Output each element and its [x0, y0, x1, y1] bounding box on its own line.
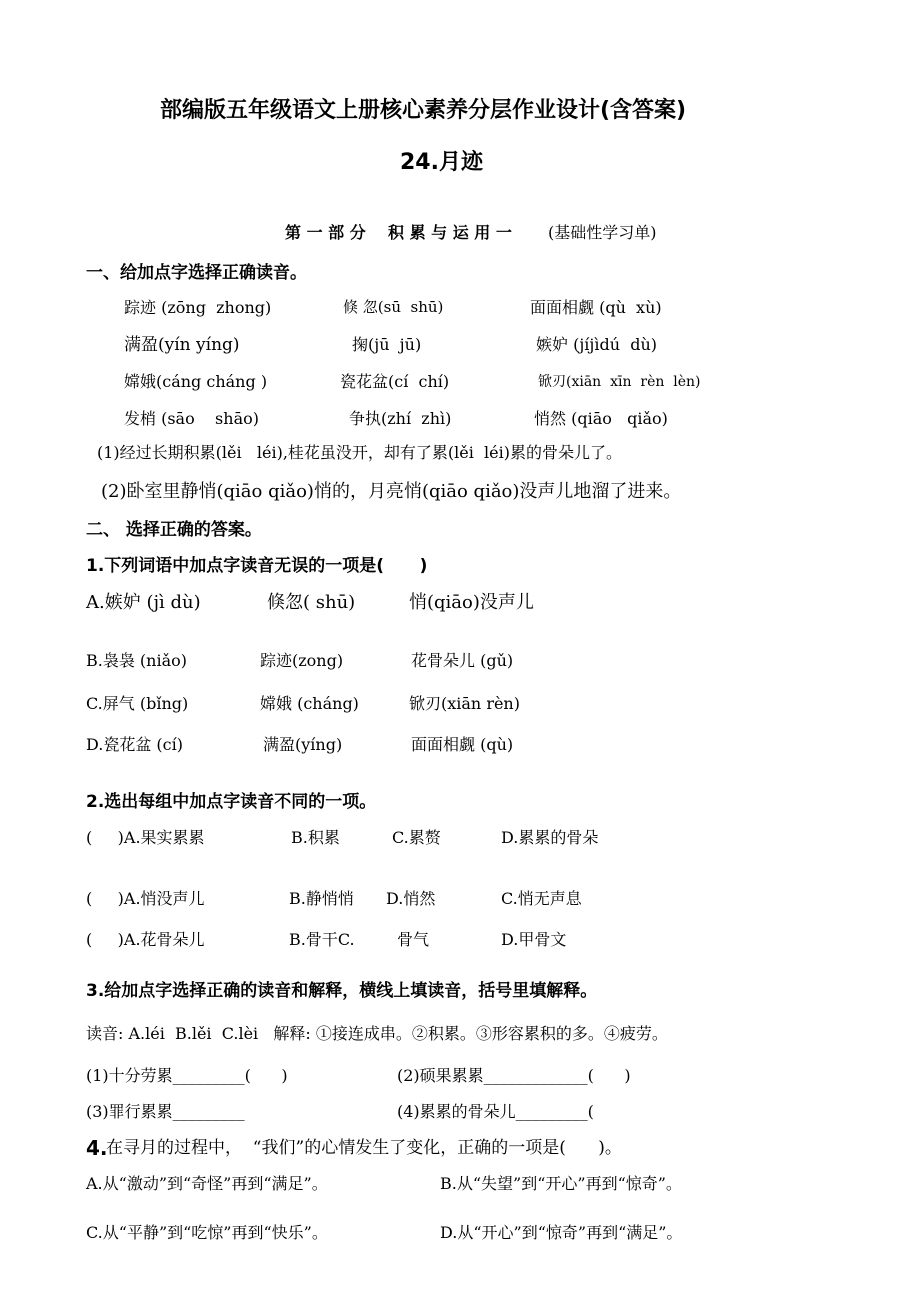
- q2-3-item: (2)硕果累累_____________( ): [397, 1066, 631, 1085]
- q2-1-option: 面面相觑 (qù): [411, 735, 514, 754]
- q2-4-option: C.从“平静”到“吃惊”再到“快乐”。: [86, 1223, 328, 1242]
- q2-2-option: D.甲骨文: [501, 930, 567, 949]
- q1-item: 面面相觑 (qù xù): [530, 298, 662, 317]
- q2-1-option: 倏忽( shū): [267, 592, 356, 613]
- q2-4-option: D.从“开心”到“惊奇”再到“满足”。: [440, 1223, 683, 1242]
- q2-4-number: 4.: [86, 1136, 108, 1160]
- q2-1-option: C.屏气 (bǐng): [86, 694, 189, 713]
- q2-2-option: D.悄然: [386, 889, 436, 908]
- q1-sentence-2: (2)卧室里静悄(qiāo qiǎo)悄的，月亮悄(qiāo qiǎo)没声儿地溜了进来。: [101, 481, 682, 502]
- q2-4-option: B.从“失望”到“开心”再到“惊奇”。: [440, 1174, 682, 1193]
- q2-1-option: D.瓷花盆 (cí): [86, 735, 183, 754]
- q2-2-option: 骨气: [397, 930, 430, 949]
- q2-1-option: 嫦娥 (cháng): [260, 694, 359, 713]
- q2-4-question: 在寻月的过程中， “我们”的心情发生了变化，正确的一项是( )。: [106, 1138, 622, 1158]
- q2-2-option: ( )A.果实累累: [86, 828, 205, 847]
- q2-1-option: 花骨朵儿 (gǔ): [411, 651, 514, 670]
- q1-item: 发梢 (sāo shāo): [124, 409, 259, 428]
- q2-3-question: 3.给加点字选择正确的读音和解释，横线上填读音，括号里填解释。: [86, 981, 598, 1001]
- q1-sentence-1: (1)经过长期积累(lěi léi),桂花虽没开，却有了累(lěi léi)累的骨朵儿了。: [97, 443, 622, 462]
- q2-3-item: (3)罪行累累_________: [86, 1102, 245, 1121]
- q2-3-item: (4)累累的骨朵儿_________(: [397, 1102, 594, 1121]
- q2-2-option: ( )A.悄没声儿: [86, 889, 205, 908]
- q2-2-option: C.累赘: [392, 828, 441, 847]
- q2-heading: 二、 选择正确的答案。: [86, 520, 262, 540]
- q2-2-option: B.骨干C.: [289, 930, 355, 949]
- q2-1-option: 踪迹(zong): [260, 651, 344, 670]
- q2-2-question: 2.选出每组中加点字读音不同的一项。: [86, 792, 377, 812]
- q1-item: 锨刃(xiān xīn rèn lèn): [538, 374, 701, 390]
- q2-2-option: ( )A.花骨朵儿: [86, 930, 205, 949]
- q1-item: 嫦娥(cáng cháng ): [124, 372, 268, 391]
- q2-1-option: 锨刃(xiān rèn): [409, 694, 520, 713]
- q2-1-option: B.袅袅 (niǎo): [86, 651, 188, 670]
- q1-item: 踪迹 (zōng zhong): [124, 298, 272, 317]
- q1-item: 满盈(yín yíng): [124, 335, 240, 355]
- section-part: 第 一 部 分 积 累 与 运 用 一: [285, 223, 512, 242]
- q2-4-option: A.从“激动”到“奇怪”再到“满足”。: [86, 1174, 328, 1193]
- q1-item: 掬(jū jū): [352, 335, 422, 354]
- q1-heading: 一、给加点字选择正确读音。: [86, 263, 307, 283]
- q2-1-question: 1.下列词语中加点字读音无误的一项是( ): [86, 556, 428, 576]
- q1-item: 瓷花盆(cí chí): [340, 372, 450, 391]
- q1-item: 悄然 (qiāo qiǎo): [534, 409, 668, 428]
- q2-2-option: B.积累: [291, 828, 340, 847]
- q2-2-option: D.累累的骨朵: [501, 828, 599, 847]
- q2-2-option: B.静悄悄: [289, 889, 354, 908]
- q2-3-item: (1)十分劳累_________( ): [86, 1066, 288, 1085]
- q1-item: 倏 忽(sū shū): [343, 298, 444, 316]
- q2-1-option: A.嫉妒 (jì dù): [86, 592, 201, 613]
- q2-1-option: 悄(qiāo)没声儿: [409, 592, 534, 613]
- q2-1-option: 满盈(yíng): [263, 735, 343, 754]
- q1-item: 争执(zhí zhì): [349, 409, 452, 428]
- q1-item: 嫉妒 (jíjìdú dù): [536, 335, 657, 354]
- section-note: (基础性学习单): [548, 223, 657, 242]
- q2-3-key: 读音: A.léi B.lěi C.lèi 解释: ①接连成串。②积累。③形容累积的多。④疲劳。: [86, 1024, 668, 1043]
- q2-2-option: C.悄无声息: [501, 889, 582, 908]
- page-subtitle: 24.月迹: [400, 150, 483, 175]
- page-title: 部编版五年级语文上册核心素养分层作业设计(含答案): [160, 98, 687, 123]
